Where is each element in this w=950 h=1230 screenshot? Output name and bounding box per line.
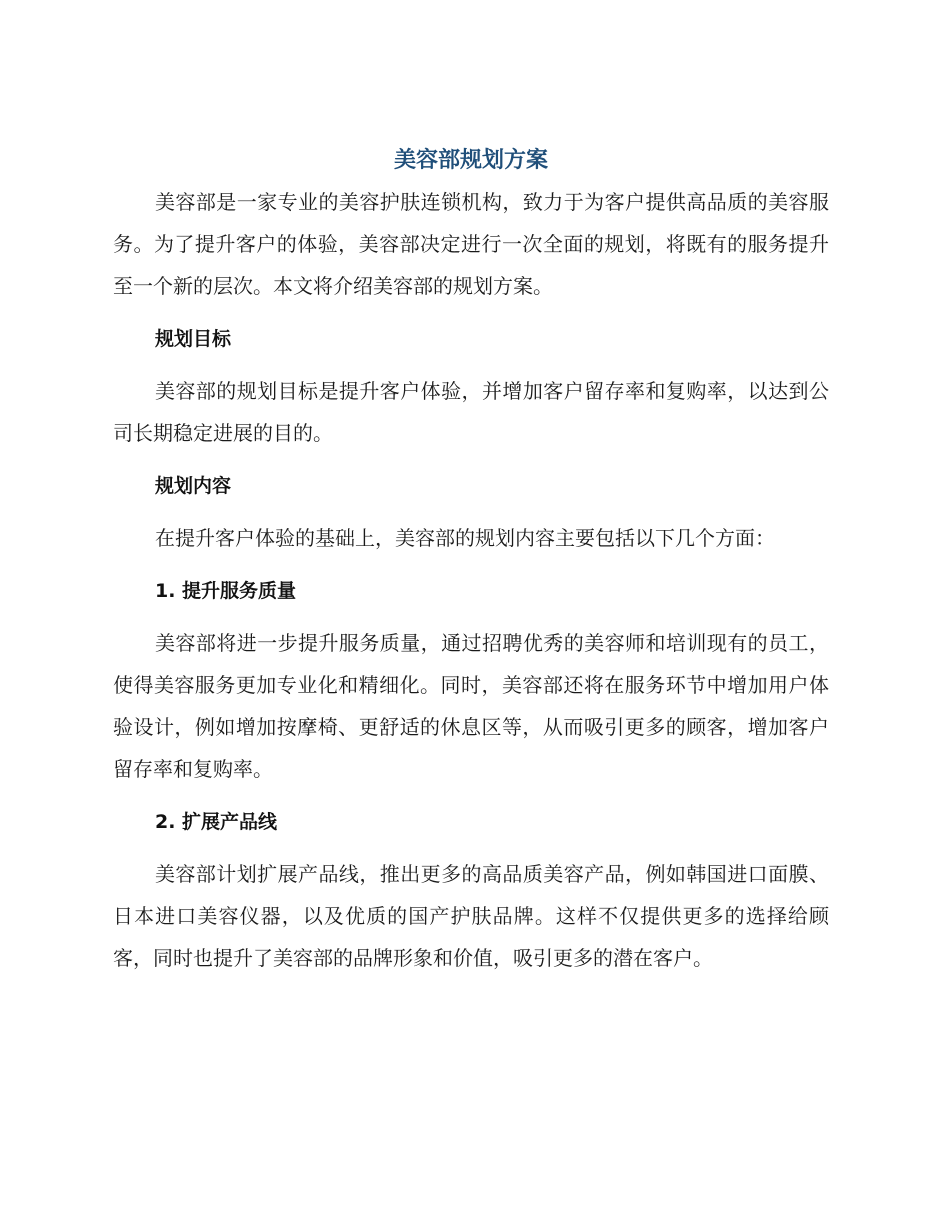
document-body bbox=[113, 141, 829, 979]
section-heading-goals: 规划目标 bbox=[155, 328, 232, 350]
section-body-content: 在提升客户体验的基础上，美容部的规划内容主要包括以下几个方面： bbox=[155, 526, 775, 550]
section-heading-service-quality: 1. 提升服务质量 bbox=[155, 580, 297, 602]
section-body-service-quality: 美容部将进一步提升服务质量，通过招聘优秀的美容师和培训现有的员工，使得美容服务更加专业化和精细化。同时，美容部还将在服务环节中增加用户体验设计，例如增加按摩椅、更舒适的休息区等，从而吸引更多的顾客，增加客户留存率和复购率。 bbox=[113, 631, 829, 781]
spacer bbox=[113, 507, 829, 517]
section-heading-product-line: 2. 扩展产品线 bbox=[155, 811, 278, 833]
spacer bbox=[113, 454, 829, 465]
spacer bbox=[113, 790, 829, 801]
section-body-product-line: 美容部计划扩展产品线，推出更多的高品质美容产品，例如韩国进口面膜、日本进口美容仪器，以及优质的国产护肤品牌。这样不仅提供更多的选择给顾客，同时也提升了美容部的品牌形象和价值，吸引更多的潜在客户。 bbox=[113, 862, 829, 970]
document-title: 美容部规划方案 bbox=[393, 148, 548, 173]
section-heading-content: 规划内容 bbox=[155, 475, 232, 497]
spacer bbox=[113, 360, 829, 370]
spacer bbox=[113, 843, 829, 853]
spacer bbox=[113, 559, 829, 570]
section-body-goals: 美容部的规划目标是提升客户体验，并增加客户留存率和复购率，以达到公司长期稳定进展的目的。 bbox=[113, 379, 829, 445]
intro-paragraph: 美容部是一家专业的美容护肤连锁机构，致力于为客户提供高品质的美容服务。为了提升客户的体验，美容部决定进行一次全面的规划，将既有的服务提升至一个新的层次。本文将介绍美容部的规划方案。 bbox=[113, 190, 829, 298]
spacer bbox=[113, 307, 829, 318]
spacer bbox=[113, 612, 829, 622]
